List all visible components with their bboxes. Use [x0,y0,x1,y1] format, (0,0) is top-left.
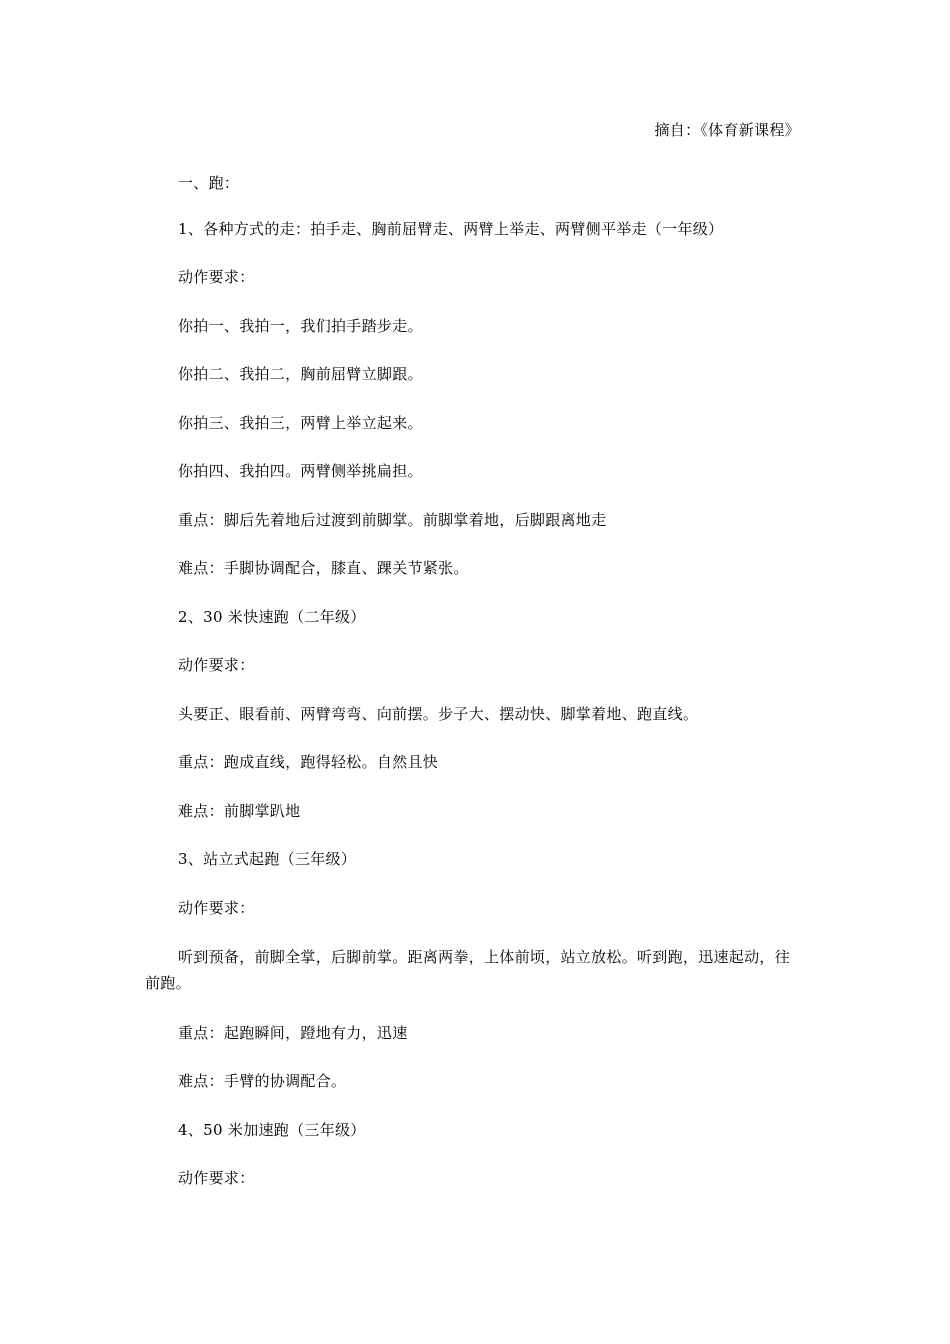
paragraph-start-instructions: 听到预备，前脚全掌，后脚前掌。距离两拳，上体前顷，站立放松。听到跑，迅速起动，往前跑。 [145,948,791,992]
label-requirements: 动作要求： [178,899,255,917]
text-line: 你拍三、我拍三，两臂上举立起来。 [178,414,423,432]
item-heading-4: 4、50 米加速跑（三年级） [178,1121,366,1139]
text-line: 你拍四、我拍四。两臂侧举挑扁担。 [178,462,423,480]
difficulty-line: 难点：手脚协调配合，膝直、踝关节紧张。 [178,559,469,577]
section-heading-run: 一、跑： [178,174,240,192]
item-heading-3: 3、站立式起跑（三年级） [178,850,357,868]
text-line: 头要正、眼看前、两臂弯弯、向前摆。步子大、摆动快、脚掌着地、跑直线。 [178,705,699,723]
key-point-line: 重点：起跑瞬间，蹬地有力，迅速 [178,1024,408,1042]
text-line: 你拍一、我拍一，我们拍手踏步走。 [178,317,423,335]
key-point-line: 重点：脚后先着地后过渡到前脚掌。前脚掌着地，后脚跟离地走 [178,511,607,529]
item-heading-1: 1、各种方式的走：拍手走、胸前屈臂走、两臂上举走、两臂侧平举走（一年级） [178,220,724,238]
label-requirements: 动作要求： [178,268,255,286]
item-heading-2: 2、30 米快速跑（二年级） [178,608,366,626]
difficulty-line: 难点：前脚掌趴地 [178,802,301,820]
source-citation: 摘自：《体育新课程》 [654,121,800,139]
label-requirements: 动作要求： [178,1169,255,1187]
key-point-line: 重点：跑成直线，跑得轻松。自然且快 [178,753,439,771]
difficulty-line: 难点：手臂的协调配合。 [178,1072,347,1090]
text-line: 你拍二、我拍二，胸前屈臂立脚跟。 [178,365,423,383]
label-requirements: 动作要求： [178,656,255,674]
